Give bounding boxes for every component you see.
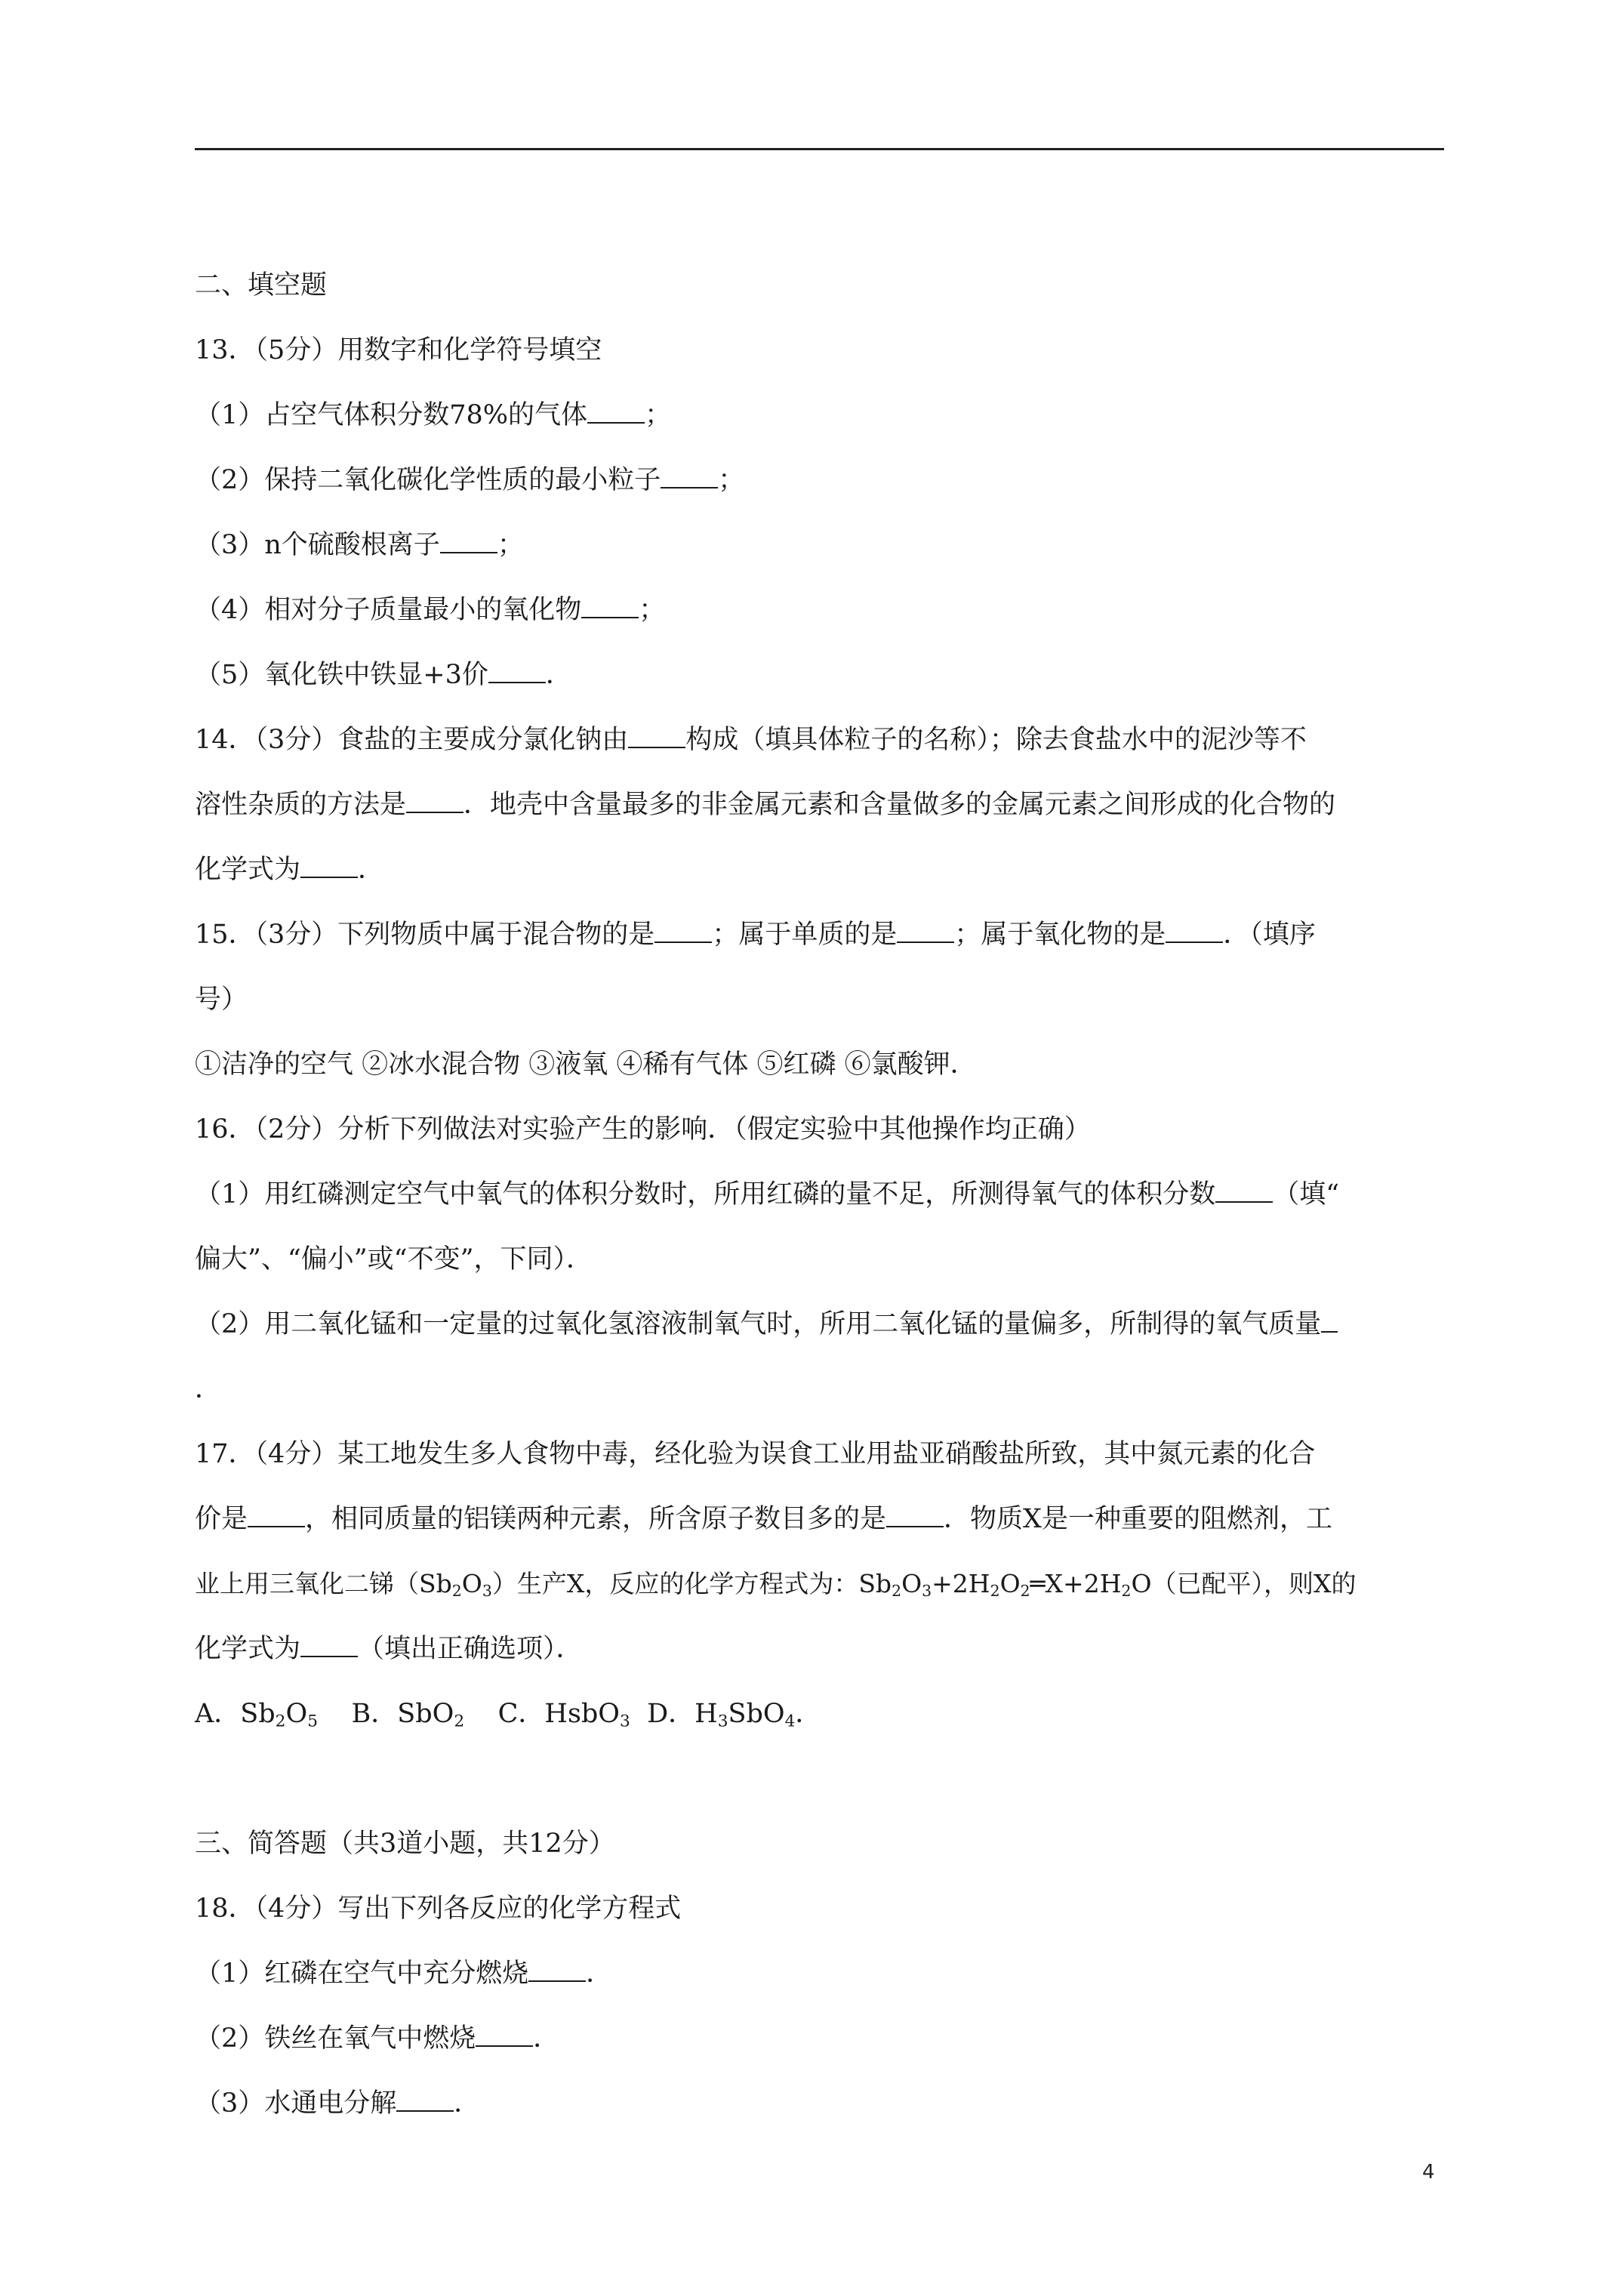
section-title: 三、简答题（共3道小题，共12分） — [195, 1829, 615, 1859]
page-number: 4 — [1422, 2161, 1435, 2184]
q17-line3: 业上用三氧化二锑$(Sb_2O_3)$生产X，反应的化学方程式为：$Sb_2O_3+2H_2O_2═X+2H_2O$（已配平），则X的 — [195, 1569, 1357, 1601]
q18-part2: （2）铁丝在氧气中燃烧 ． — [195, 2006, 1444, 2071]
q14-line1: 14．（3分）食盐的主要成分氯化钠由 构成（填具体粒子的名称）；除去食盐水中的泥沙等不 — [195, 707, 1444, 772]
answer-blank[interactable] — [300, 846, 358, 878]
q15-options: ①洁净的空气 ②冰水混合物 ③液氧 ④稀有气体 ⑤红磷 ⑥氯酸钾． — [195, 1049, 977, 1080]
answer-blank[interactable] — [628, 717, 685, 748]
q16-part1: （1）用红磷测定空气中氧气的体积分数时，所用红磷的量不足，所测得氧气的体积分数 （填“ — [195, 1162, 1444, 1227]
header-rule — [195, 148, 1444, 150]
answer-blank[interactable] — [488, 652, 546, 683]
q17-options — [195, 1681, 1444, 1746]
q17-line2: 价是 ，相同质量的铝镁两种元素，所含原子数目多的是 ．物质X是一种重要的阻燃剂，工 — [195, 1487, 1444, 1552]
answer-blank[interactable] — [406, 781, 463, 813]
q17-line1: 17．（4分）某工地发生多人食物中毒，经化验为误食工业用盐亚硝酸盐所致，其中氮元素的化合 — [195, 1439, 1316, 1469]
answer-blank[interactable] — [476, 2015, 533, 2047]
option-d: D．$H_3SbO_4$． — [647, 1699, 822, 1731]
q18-stem: 18．（4分）写出下列各反应的化学方程式 — [195, 1894, 682, 1924]
q13-part4: （4）相对分子质量最小的氧化物 ； — [195, 578, 1444, 643]
document-body — [195, 253, 1444, 2136]
q15-line1: 15．（3分）下列物质中属于混合物的是 ；属于单质的是 ；属于氧化物的是 ．（填序 — [195, 902, 1444, 967]
answer-blank[interactable] — [248, 1496, 305, 1527]
answer-blank[interactable] — [528, 1950, 586, 1982]
q13-part3: （3）n个硫酸根离子 ； — [195, 513, 1444, 578]
answer-blank[interactable] — [581, 587, 639, 618]
q16-stem: 16．（2分）分析下列做法对实验产生的影响．（假定实验中其他操作均正确） — [195, 1114, 1091, 1145]
q13-part5: （5）氧化铁中铁显+3价 ． — [195, 643, 1444, 707]
answer-blank[interactable] — [661, 457, 718, 488]
option-b: B．SbO$_2$ — [351, 1699, 465, 1731]
answer-blank[interactable] — [440, 522, 497, 553]
answer-blank[interactable] — [1166, 911, 1223, 943]
q18-part3: （3）水通电分解 ． — [195, 2071, 1444, 2136]
q16-part1-cont: 偏大”、“偏小”或“不变”，下同）． — [195, 1244, 593, 1274]
answer-blank[interactable] — [396, 2080, 454, 2112]
q14-line2: 溶性杂质的方法是 ．地壳中含量最多的非金属元素和含量做多的金属元素之间形成的化合物的 — [195, 772, 1444, 837]
option-c: C．HsbO$_3$ — [497, 1699, 630, 1731]
answer-blank[interactable] — [654, 911, 712, 943]
q16-part2-end: ． — [195, 1374, 222, 1404]
q14-line3: 化学式为 ． — [195, 837, 1444, 902]
answer-blank[interactable] — [1321, 1301, 1338, 1333]
answer-blank[interactable] — [886, 1496, 944, 1527]
q16-part2: （2）用二氧化锰和一定量的过氧化氢溶液制氧气时，所用二氧化锰的量偏多，所制得的氧气质量 — [195, 1292, 1444, 1357]
section-title: 二、填空题 — [195, 270, 328, 300]
answer-blank[interactable] — [897, 911, 954, 943]
answer-blank[interactable] — [1215, 1171, 1273, 1203]
answer-blank[interactable] — [300, 1626, 358, 1657]
q13-part1: （1）占空气体积分数78%的气体 ； — [195, 383, 1444, 448]
q18-part1: （1）红磷在空气中充分燃烧 ． — [195, 1941, 1444, 2006]
q17-line4: 化学式为 （填出正确选项）． — [195, 1616, 1444, 1681]
q13-part2: （2）保持二氧化碳化学性质的最小粒子 ； — [195, 448, 1444, 513]
q15-line2: 号） — [195, 985, 248, 1015]
answer-blank[interactable] — [587, 392, 645, 424]
q13-stem: 13．（5分）用数字和化学符号填空 — [195, 335, 602, 365]
option-a: A．$Sb_2O_5$ — [195, 1699, 318, 1731]
